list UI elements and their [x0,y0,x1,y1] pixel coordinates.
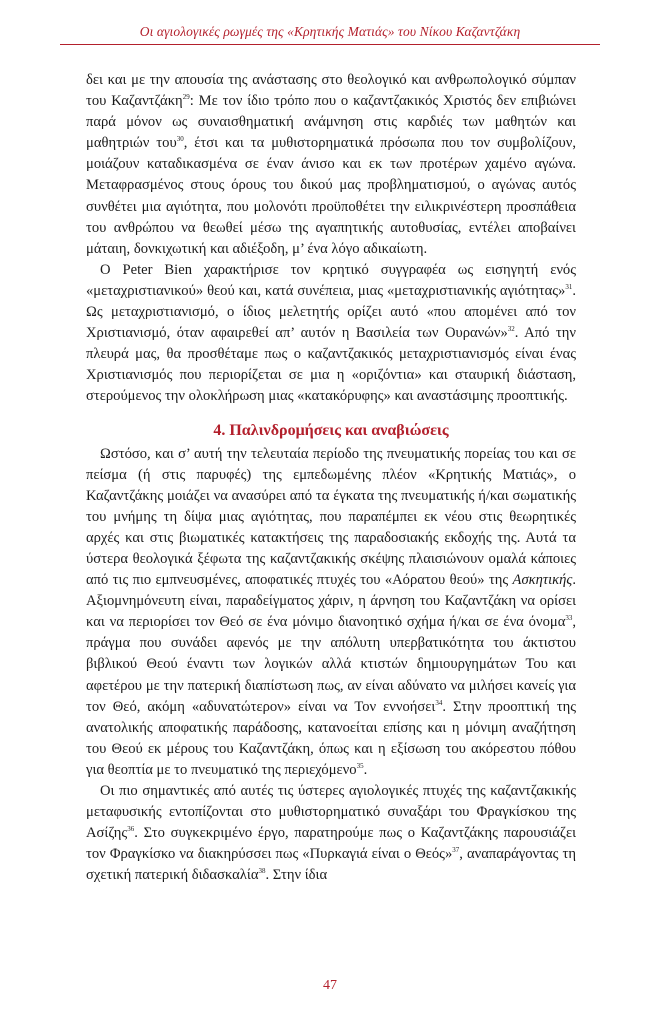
footnote-ref: 36 [127,825,135,834]
paragraph-3: Ωστόσο, και σ’ αυτή την τελευταία περίοδο της πνευματικής πορείας του και σε πείσμα (ή στις παρυφές) της εμπεδωμένης πλέον «Κρητικής Ματιάς», ο Καζαντζάκης μοιάζει να ανασύρει από τα έγκατα της πνευματικής ή/και σωματικής του μνήμης τη δίψα μιας αγιότητας, που παραπέμπει εκ νέου στις θεωρητικές αρχές και στις βιωματικές κατακτήσεις της παραδοσιακής εκδοχής της. Αυτά τα ύστερα θεολογικά ξέφωτα της καζαντζακικής σκέψης πλαισιώνουν ομαλά κάποιες από τις πιο εμπνευσμένες, αποφατικές πτυχές του «Αόρατου θεού» της Ασκητικής. Αξιομνημόνευτη είναι, παραδείγματος χάριν, η άρνηση του Καζαντζάκη να ορίσει και να περιορίσει τον Θεό σε ένα μόνιμο διανοητικό σχήμα ή/και σε ένα όνομα$^{33}$, πράγμα που συνάδει αφενός με την απόλυτη υπερβατικότητα του άκτιστου βιβλικού Θεού έναντι των λογικών αλλά κτιστών δημιουργημάτων Του και αφετέρου με την πατερική διαπίστωση πως, αν είναι αδύνατο να μιλήσει κανείς για τον Θεό, ακόμη «αδυνατώτερον» είναι να Τον εννοήσει$^{34}$. Στην προοπτική της ανατολικής αποφατικής παράδοσης, κατανοείται επίσης και η μόνιμη αναζήτηση του Θεού εκ μέρους του Καζαντζάκη, όπως και η εξίσωση του ακόρεστου πόθου για θεοπτία με το πνευματικό της περιεχόμενο$^{35}$. [86,445,576,778]
paragraph-4: Οι πιο σημαντικές από αυτές τις ύστερες αγιολογικές πτυχές της καζαντζακικής μεταφυσικής εντοπίζονται στο μυθιστορηματικό συναξάρι του Φραγκίσκου της Ασίζης$^{36}$. Στο συγκεκριμένο έργο, παρατηρούμε πως ο Καζαντζάκης παρουσιάζει τον Φραγκίσκο να διακηρύσσει πως «Πυρκαγιά είναι ο Θεός»$^{37}$, αναπαράγοντας τη σχετική πατερική διδασκαλία$^{38}$. Στην ίδια [86,783,576,884]
footnote-ref: 37 [452,846,460,855]
footnote-ref: 30 [176,135,184,144]
paragraph-2: Ο Peter Bien χαρακτήρισε τον κρητικό συγγραφέα ως εισηγητή ενός «μεταχριστιανικού» θεού και, κατά συνέπεια, μιας «μεταχριστιανικής αγιότητας»$^{31}$. Ως μεταχριστιανισμό, ο ίδιος μελετητής ορίζει αυτό «που απομένει από τον Χριστιανισμό, όταν αφαιρεθεί απ’ αυτόν η Βασιλεία των Ουρανών»$^{32}$. Από την πλευρά μας, θα προσθέταμε πως ο καζαντζακικός μεταχριστιανισμός είναι ένας Χριστιανισμός που περιορίζεται σε μια η «οριζόντια» και σταυρική διάσταση, στερούμενος την ολοκλήρωση μιας «κατακόρυφης» και αναστάσιμης προοπτικής. [86,261,576,405]
footnote-ref: 38 [258,867,266,876]
footnote-ref: 35 [356,762,364,771]
footnote-ref: 29 [182,93,190,102]
running-header: Οι αγιολογικές ρωγμές της «Κρητικής Ματιάς» του Νίκου Καζαντζάκη [60,24,600,45]
book-title: Ασκητικής [512,572,573,589]
paragraph-1: δει και με την απουσία της ανάστασης στο θεολογικό και ανθρωπολογικό σύμπαν του Καζαντζάκη$^{29}$: Με τον ίδιο τρόπο που ο καζαντζακικός Χριστός δεν επιβιώνει παρά μόνον ως συναισθηματική ανάμνηση στις καρδιές των μαθητών και μαθητριών του$^{30}$, έτσι και τα μυθιστορηματικά πρόσωπα που τον συμβολίζουν, μοιάζουν καταδικασμένα σε έναν άνισο και εκ των προτέρων χαμένο αγώνα. Μεταφρασμένος στους όρους του δικού μας προβληματισμού, ο αγώνας αυτός συνθέτει μια αγιότητα, που μολονότι προϋποθέτει την ειλικρινέστερη προσπάθεια του ανθρώπου να θεωθεί μέσω της αγαπητικής αυτοθυσίας, εντέλει αποβαίνει μάταιη, δονκιχωτική και αδιέξοδη, μ’ ένα λόγο αδικαίωτη. [86,72,576,257]
footnote-ref: 32 [507,325,515,334]
section-heading: 4. Παλινδρομήσεις και αναβιώσεις [213,421,449,439]
footnote-ref: 33 [565,614,573,623]
footnote-ref: 34 [435,698,443,707]
footnote-ref: 31 [565,283,573,292]
body-text [86,70,576,886]
page-number: 47 [323,978,337,993]
